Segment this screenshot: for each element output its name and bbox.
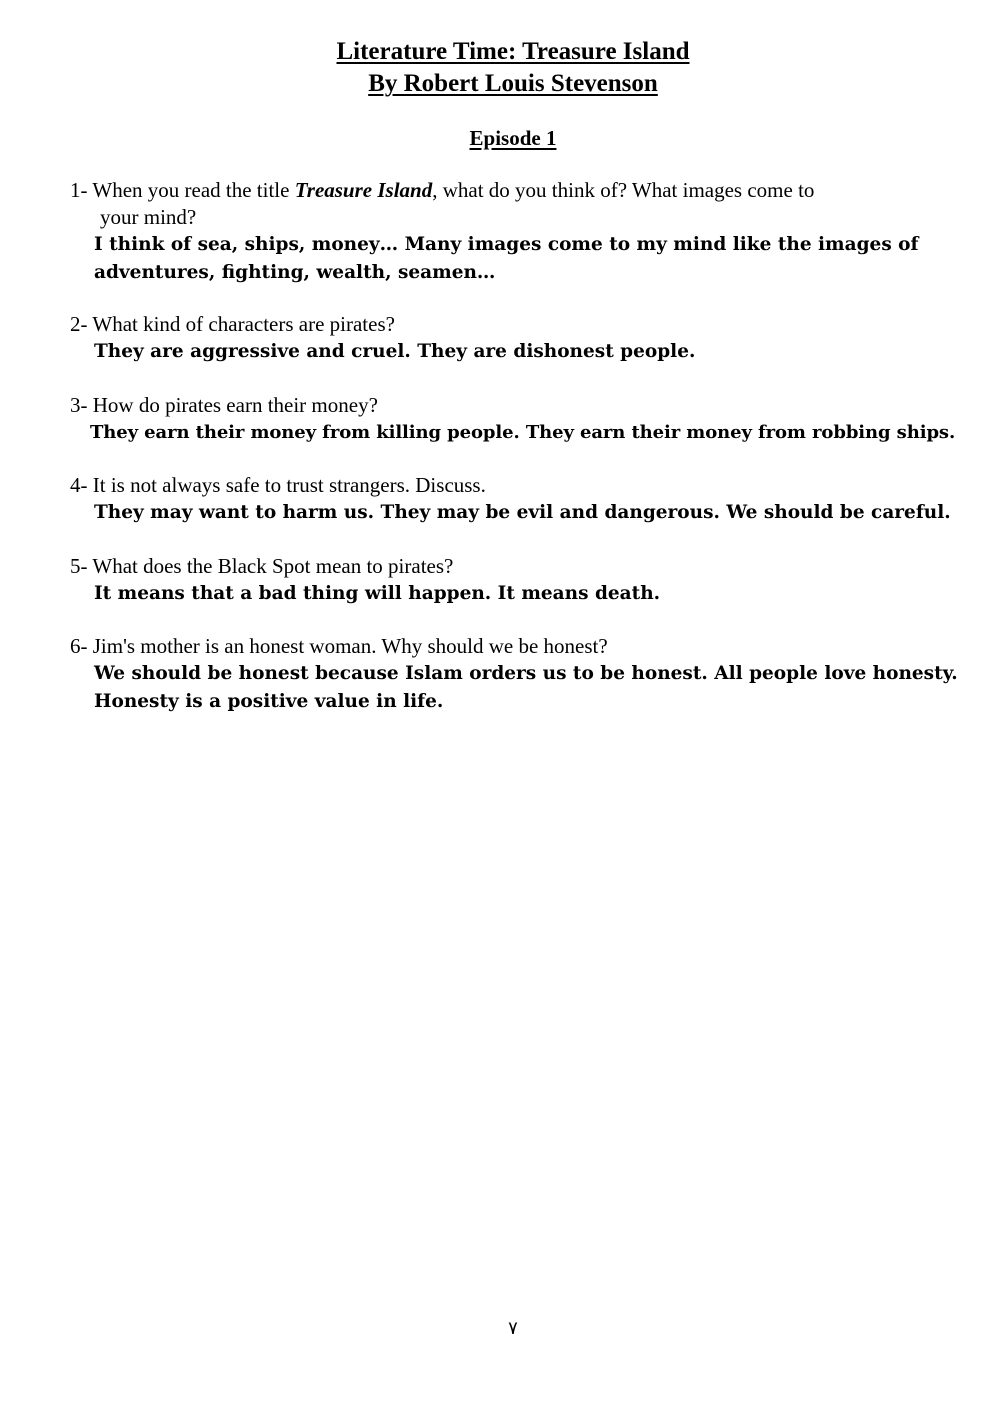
- answer-line: I think of sea, ships, money… Many images come to my mind like the images of: [94, 234, 919, 255]
- page-title: Literature Time: Treasure Island: [336, 38, 690, 65]
- question-number: 3-: [70, 393, 88, 417]
- title-block: [0, 36, 992, 100]
- answer-line: It means that a bad thing will happen. It means death.: [94, 583, 661, 604]
- question-item-6: [70, 633, 970, 716]
- question-item-5: [70, 553, 970, 608]
- question-number: 5-: [70, 554, 88, 578]
- question-text: [70, 633, 970, 660]
- answer-line: Honesty is a positive value in life.: [94, 691, 444, 712]
- question-body: It is not always safe to trust strangers. Discuss.: [92, 473, 486, 497]
- question-item-3: [70, 392, 970, 447]
- episode-heading: Episode 1: [469, 126, 557, 150]
- page-number: ٧: [508, 1318, 518, 1339]
- answer-line: They are aggressive and cruel. They are dishonest people.: [94, 341, 696, 362]
- question-number: 1-: [70, 178, 88, 202]
- question-number: 6-: [70, 634, 88, 658]
- question-body: Jim's mother is an honest woman. Why should we be honest?: [92, 634, 608, 658]
- question-text-start: When you read the title: [92, 178, 295, 202]
- question-item-4: [70, 472, 970, 527]
- question-text-continuation: your mind?: [100, 205, 197, 229]
- question-number: 4-: [70, 473, 88, 497]
- book-title: Treasure Island: [294, 178, 433, 202]
- question-text: [70, 553, 970, 580]
- question-text: [70, 472, 970, 499]
- question-text: [70, 392, 970, 419]
- question-body: What kind of characters are pirates?: [92, 312, 395, 336]
- question-item-1: [70, 177, 970, 287]
- question-body: How do pirates earn their money?: [92, 393, 378, 417]
- question-text: [70, 311, 970, 338]
- question-number: 2-: [70, 312, 88, 336]
- answer-line: adventures, fighting, wealth, seamen…: [94, 262, 496, 283]
- question-body: What does the Black Spot mean to pirates?: [92, 554, 454, 578]
- answer-line: They earn their money from killing people. They earn their money from robbing ships.: [90, 422, 956, 443]
- answer-line: They may want to harm us. They may be evil and dangerous. We should be careful.: [94, 502, 951, 523]
- question-item-2: [70, 311, 970, 366]
- answer-line: We should be honest because Islam orders us to be honest. All people love honesty.: [94, 663, 958, 684]
- question-text-end: , what do you think of? What images come to: [432, 178, 815, 202]
- question-text: [70, 177, 970, 231]
- author-line: By Robert Louis Stevenson: [368, 70, 658, 97]
